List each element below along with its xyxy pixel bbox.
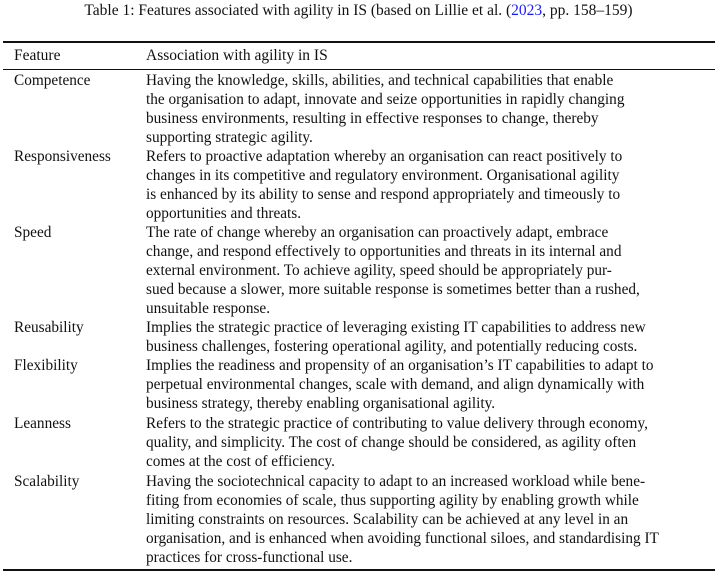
description-line: Refers to the strategic practice of contributing to value delivery through economy,	[146, 415, 648, 432]
feature-name: Flexibility	[14, 357, 78, 374]
feature-name: Speed	[14, 224, 52, 241]
description-line: unsuitable response.	[146, 300, 271, 317]
description-line: business environments, resulting in effective responses to change, thereby	[146, 110, 599, 127]
description-line: Implies the strategic practice of leveraging existing IT capabilities to address new	[146, 319, 646, 336]
description-line: business challenges, fostering operational agility, and potentially reducing costs.	[146, 338, 638, 355]
description-line: Implies the readiness and propensity of an organisation’s IT capabilities to adapt to	[146, 357, 654, 374]
description-line: change, and respond effectively to opportunities and threats in its internal and	[146, 243, 622, 260]
feature-name: Scalability	[14, 473, 80, 490]
bottom-rule	[3, 569, 715, 571]
feature-description	[146, 356, 654, 413]
description-line: changes in its competitive and regulatory environment. Organisational agility	[146, 167, 620, 184]
feature-description	[146, 147, 622, 223]
top-rule	[3, 41, 715, 43]
citation-link[interactable]: 2023	[511, 2, 543, 19]
header-rule	[3, 69, 715, 70]
description-line: organisation, and is enhanced when avoiding functional siloes, and standardising IT	[146, 530, 659, 547]
description-line: practices for cross-functional use.	[146, 549, 353, 566]
feature-name: Responsiveness	[14, 148, 111, 165]
feature-description	[146, 71, 624, 147]
feature-description	[146, 414, 648, 471]
feature-name: Leanness	[14, 415, 71, 432]
description-line: Having the sociotechnical capacity to adapt to an increased workload while bene-	[146, 473, 646, 490]
description-line: The rate of change whereby an organisation can proactively adapt, embrace	[146, 224, 609, 241]
feature-description	[146, 223, 640, 318]
caption-suffix: , pp. 158–159)	[542, 2, 633, 19]
description-line: sued because a slower, more suitable response is sometimes better than a rushed,	[146, 281, 640, 298]
description-line: supporting strategic agility.	[146, 129, 313, 146]
table-caption	[0, 2, 717, 20]
header-feature: Feature	[14, 47, 61, 64]
description-line: fiting from economies of scale, thus supporting agility by enabling growth while	[146, 492, 639, 509]
description-line: the organisation to adapt, innovate and seize opportunities in rapidly changing	[146, 91, 625, 108]
feature-name: Reusability	[14, 319, 84, 336]
description-line: perpetual environmental changes, scale with demand, and align dynamically with	[146, 376, 645, 393]
header-association: Association with agility in IS	[146, 47, 328, 64]
description-line: quality, and simplicity. The cost of change should be considered, as agility often	[146, 434, 637, 451]
description-line: opportunities and threats.	[146, 205, 302, 222]
description-line: Refers to proactive adaptation whereby an organisation can react positively to	[146, 148, 623, 165]
feature-description	[146, 318, 646, 356]
description-line: Having the knowledge, skills, abilities, and technical capabilities that enable	[146, 72, 614, 89]
caption-text: Table 1: Features associated with agility in IS (based on Lillie et al. (	[84, 2, 512, 19]
description-line: limiting constraints on resources. Scalability can be achieved at any level in an	[146, 511, 629, 528]
feature-description	[146, 472, 659, 567]
description-line: business strategy, thereby enabling organisational agility.	[146, 395, 496, 412]
description-line: comes at the cost of efficiency.	[146, 453, 336, 470]
description-line: external environment. To achieve agility, speed should be appropriately pur-	[146, 262, 612, 279]
feature-name: Competence	[14, 72, 91, 89]
description-line: is enhanced by its ability to sense and respond appropriately and timeously to	[146, 186, 621, 203]
